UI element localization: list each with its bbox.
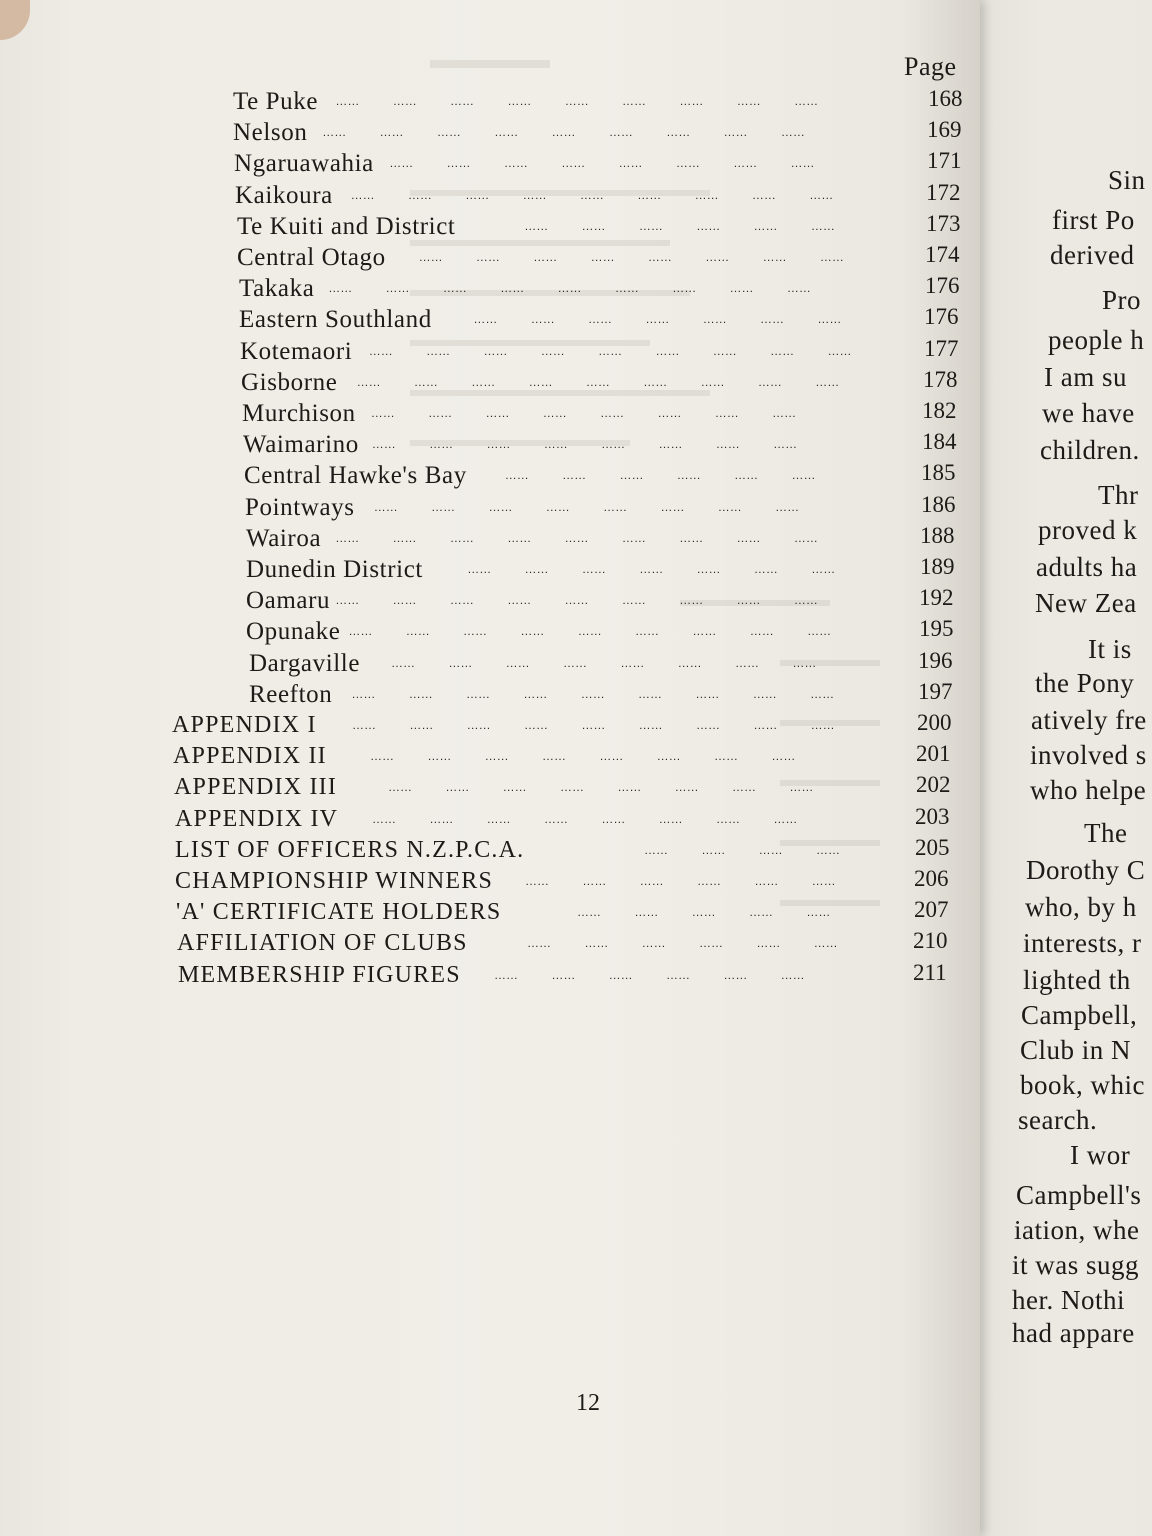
toc-entry-title: Dargaville xyxy=(249,650,361,677)
toc-entry xyxy=(0,868,980,898)
dot-leader: …… …… …… …… …… …… …… …… …… xyxy=(350,188,834,202)
toc-entry-page: 177 xyxy=(924,336,959,361)
dot-leader: …… …… …… …… …… …… …… …… …… xyxy=(351,687,835,701)
toc-entry xyxy=(0,618,980,648)
dot-leader: …… …… …… …… …… …… …… …… xyxy=(388,780,814,794)
dot-leader: …… …… …… …… …… …… …… …… xyxy=(370,406,797,420)
toc-entry-title: APPENDIX III xyxy=(174,774,338,800)
body-text-line: her. Nothi xyxy=(1012,1285,1125,1315)
toc-entry-title: MEMBERSHIP FIGURES xyxy=(178,962,461,988)
toc-entry xyxy=(0,743,980,773)
toc-entry-title: Te Kuiti and District xyxy=(237,213,456,240)
body-text-line: derived xyxy=(1050,240,1135,270)
page-column-heading: Page xyxy=(904,52,957,81)
toc-entry-page: 189 xyxy=(920,554,955,579)
toc-entry-title: Ngaruawahia xyxy=(234,150,374,177)
toc-entry-title: 'A' CERTIFICATE HOLDERS xyxy=(176,899,502,925)
toc-entry xyxy=(0,837,980,867)
toc-entry-page: 171 xyxy=(927,148,962,173)
toc-entry-page: 176 xyxy=(925,273,960,298)
toc-entry xyxy=(0,213,980,243)
body-text-line: iation, whe xyxy=(1014,1215,1140,1245)
toc-entry xyxy=(0,400,980,430)
toc-entry-title: AFFILIATION OF CLUBS xyxy=(177,930,468,956)
toc-entry-title: Gisborne xyxy=(241,369,338,396)
toc-entry-page: 210 xyxy=(913,928,948,953)
toc-entry-page: 176 xyxy=(924,304,959,329)
toc-entry-page: 205 xyxy=(915,835,950,860)
toc-entry-title: Kaikoura xyxy=(235,182,333,209)
toc-entry-page: 169 xyxy=(927,117,962,142)
toc-entry xyxy=(0,462,980,492)
dot-leader: …… …… …… …… …… …… …… …… xyxy=(373,500,800,514)
body-text-line: children. xyxy=(1040,435,1140,465)
toc-entry xyxy=(0,182,980,212)
body-text-line: Campbell, xyxy=(1021,1000,1138,1030)
toc-entry xyxy=(0,494,980,524)
dot-leader: …… …… …… …… …… …… …… …… …… xyxy=(322,125,805,139)
toc-entry xyxy=(0,338,980,368)
toc-entry xyxy=(0,119,980,149)
dot-leader: …… …… …… …… …… …… …… …… …… xyxy=(335,593,818,607)
dot-leader: …… …… …… …… …… …… …… …… xyxy=(371,437,798,451)
page-number: 12 xyxy=(576,1390,600,1416)
toc-entry xyxy=(0,556,980,586)
body-text-line: who helpe xyxy=(1030,775,1147,805)
toc-entry xyxy=(0,150,980,180)
dot-leader: …… …… …… …… …… …… …… xyxy=(473,312,842,326)
body-text-line: Dorothy C xyxy=(1026,855,1146,885)
body-text-line: proved k xyxy=(1038,515,1138,545)
toc-entry xyxy=(0,930,980,960)
toc-entry xyxy=(0,712,980,742)
toc-entry-page: 207 xyxy=(914,897,949,922)
toc-entry-title: Nelson xyxy=(233,119,308,146)
body-text-line: Sin xyxy=(1108,165,1146,195)
toc-entry-title: Oamaru xyxy=(246,587,331,614)
toc-entry-page: 185 xyxy=(921,460,956,485)
body-text-line: Pro xyxy=(1102,285,1142,315)
dot-leader: …… …… …… …… …… …… …… …… …… xyxy=(368,344,852,358)
toc-entry xyxy=(0,774,980,804)
body-text-line: who, by h xyxy=(1025,892,1137,922)
toc-entry-page: 201 xyxy=(916,741,951,766)
toc-entry-page: 184 xyxy=(922,429,957,454)
toc-entry-title: Kotemaori xyxy=(240,338,353,365)
body-text-line: first Po xyxy=(1052,205,1135,235)
toc-entry xyxy=(0,899,980,929)
toc-entry-page: 202 xyxy=(916,772,951,797)
dot-leader: …… …… …… …… …… …… …… …… xyxy=(418,250,844,264)
body-text-line: Club in N xyxy=(1020,1035,1132,1065)
dot-leader: …… …… …… …… …… …… …… xyxy=(467,562,836,576)
body-text-line: interests, r xyxy=(1023,928,1142,958)
dot-leader: …… …… …… …… …… xyxy=(577,905,831,919)
toc-entry xyxy=(0,681,980,711)
toc-entry xyxy=(0,525,980,555)
body-text-line: involved s xyxy=(1030,740,1147,770)
toc-entry-title: CHAMPIONSHIP WINNERS xyxy=(175,868,494,894)
toc-entry xyxy=(0,88,980,118)
dot-leader: …… …… …… …… …… …… …… …… xyxy=(389,156,815,170)
body-text-line: atively fre xyxy=(1031,705,1147,735)
toc-entry-title: APPENDIX IV xyxy=(175,806,339,832)
dot-leader: …… …… …… …… …… …… …… …… …… xyxy=(352,718,835,732)
toc-entry-page: 172 xyxy=(926,180,961,205)
toc-entry xyxy=(0,962,980,992)
toc-entry xyxy=(0,587,980,617)
body-text-line: I am su xyxy=(1044,362,1127,392)
dot-leader: …… …… …… …… …… …… …… …… …… xyxy=(348,624,832,638)
toc-entry-title: Reefton xyxy=(249,681,333,708)
dot-leader: …… …… …… …… …… …… xyxy=(504,468,816,482)
body-text-line: New Zea xyxy=(1035,588,1137,618)
toc-entry-page: 192 xyxy=(919,585,954,610)
toc-entry xyxy=(0,306,980,336)
body-text-line: Thr xyxy=(1098,480,1139,510)
body-text-line: it was sugg xyxy=(1012,1250,1139,1280)
toc-entry xyxy=(0,431,980,461)
body-text-line: we have xyxy=(1042,398,1135,428)
body-text-line: lighted th xyxy=(1023,965,1131,995)
toc-entry-title: Pointways xyxy=(245,494,355,521)
toc-entry xyxy=(0,806,980,836)
dot-leader: …… …… …… …… …… …… …… …… …… xyxy=(356,375,840,389)
dot-leader: …… …… …… …… …… …… …… …… …… xyxy=(335,531,818,545)
toc-entry-title: Murchison xyxy=(242,400,356,427)
toc-entry xyxy=(0,650,980,680)
toc-entry-page: 196 xyxy=(918,648,953,673)
toc-entry-title: LIST OF OFFICERS N.Z.P.C.A. xyxy=(175,837,525,863)
toc-entry xyxy=(0,275,980,305)
dot-leader: …… …… …… …… xyxy=(644,843,841,857)
toc-entry-page: 203 xyxy=(915,804,950,829)
toc-entry-page: 188 xyxy=(920,523,955,548)
toc-entry xyxy=(0,369,980,399)
toc-entry-title: Takaka xyxy=(239,275,315,302)
body-text-line: The xyxy=(1084,818,1128,848)
toc-entry-title: Central Hawke's Bay xyxy=(244,462,467,489)
dot-leader: …… …… …… …… …… …… …… …… xyxy=(391,656,817,670)
body-text-line: It is xyxy=(1088,634,1132,664)
dot-leader: …… …… …… …… …… …… xyxy=(524,219,835,233)
toc-entry-page: 197 xyxy=(918,679,953,704)
body-text-line: the Pony xyxy=(1035,668,1135,698)
toc-entry-page: 206 xyxy=(914,866,949,891)
toc-entry-page: 200 xyxy=(917,710,952,735)
toc-entry-page: 186 xyxy=(921,492,956,517)
body-text-line: search. xyxy=(1018,1105,1098,1135)
dot-leader: …… …… …… …… …… …… …… …… …… xyxy=(328,281,811,295)
toc-entry-title: APPENDIX II xyxy=(173,743,327,769)
toc-entry-title: Dunedin District xyxy=(246,556,423,583)
dot-leader: …… …… …… …… …… …… …… …… xyxy=(372,812,798,826)
toc-entry-title: APPENDIX I xyxy=(172,712,317,738)
toc-entry-page: 211 xyxy=(913,960,947,985)
toc-entry-page: 178 xyxy=(923,367,958,392)
dot-leader: …… …… …… …… …… …… xyxy=(527,936,838,950)
dot-leader: …… …… …… …… …… …… xyxy=(494,968,805,982)
body-text-line: people h xyxy=(1048,325,1145,355)
body-text-line: I wor xyxy=(1070,1140,1131,1170)
toc-entry-title: Opunake xyxy=(246,618,341,645)
body-text-line: book, whic xyxy=(1020,1070,1145,1100)
dot-leader: …… …… …… …… …… …… xyxy=(525,874,836,888)
dot-leader: …… …… …… …… …… …… …… …… xyxy=(370,749,796,763)
body-text-line: Campbell's xyxy=(1016,1180,1142,1210)
body-text-line: had appare xyxy=(1012,1318,1135,1348)
dot-leader: …… …… …… …… …… …… …… …… …… xyxy=(335,94,819,108)
toc-entry xyxy=(0,244,980,274)
body-text-line: adults ha xyxy=(1036,552,1138,582)
toc-entry-title: Central Otago xyxy=(237,244,386,271)
toc-entry-page: 174 xyxy=(925,242,960,267)
toc-entry-page: 173 xyxy=(926,211,961,236)
toc-entry-title: Waimarino xyxy=(243,431,359,458)
toc-entry-page: 195 xyxy=(919,616,954,641)
toc-entry-title: Wairoa xyxy=(246,525,322,552)
toc-entry-title: Eastern Southland xyxy=(239,306,432,333)
toc-entry-title: Te Puke xyxy=(233,88,319,115)
toc-entry-page: 182 xyxy=(922,398,957,423)
toc-entry-page: 168 xyxy=(928,86,963,111)
